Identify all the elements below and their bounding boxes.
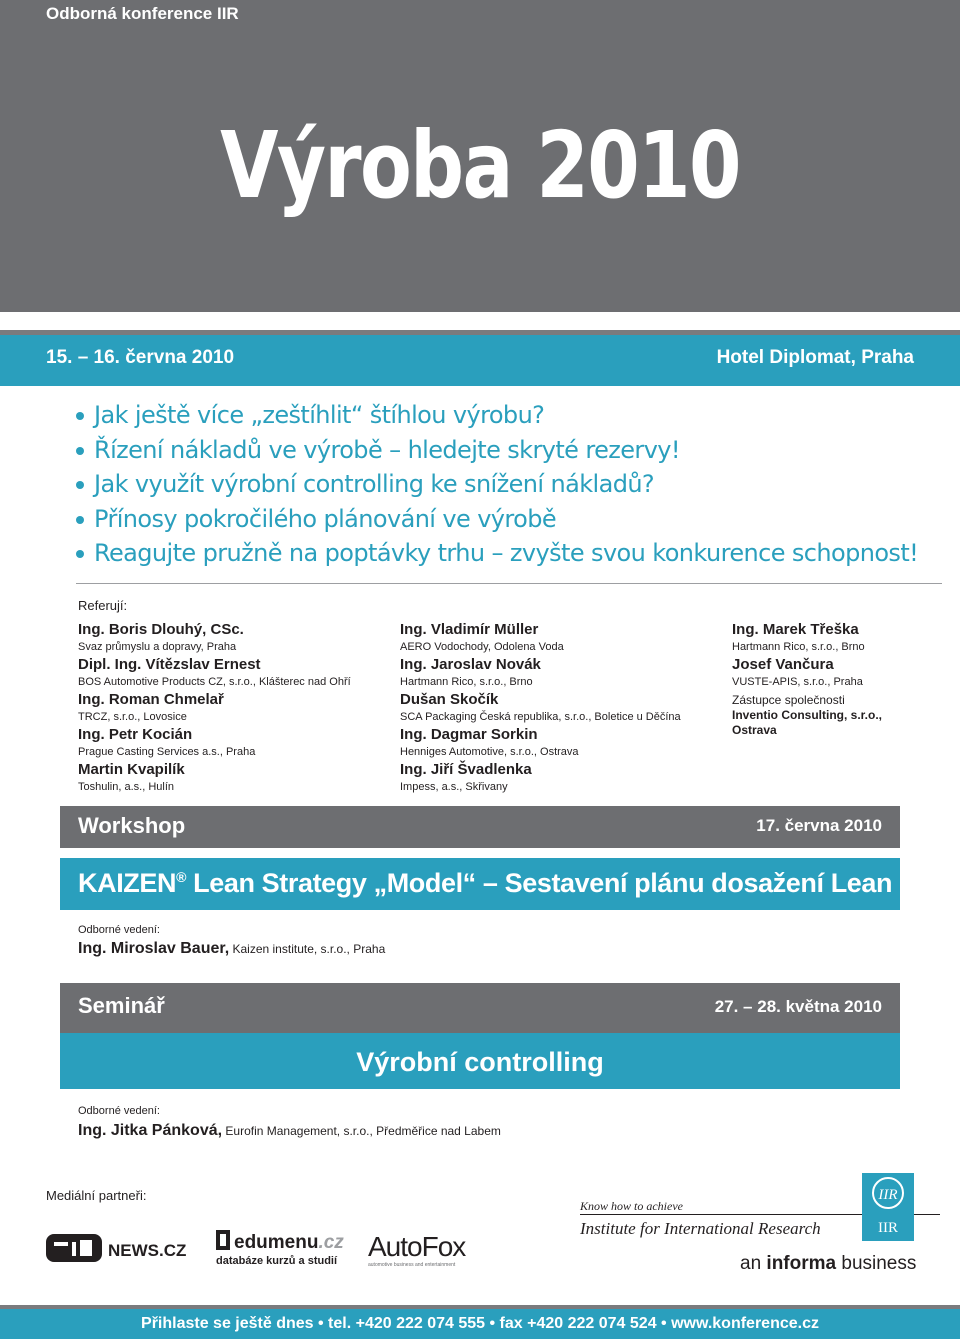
speaker-name: Ing. Jiří Švadlenka xyxy=(400,761,532,778)
informa-suffix: business xyxy=(836,1253,917,1274)
seminar-title: Výrobní controlling xyxy=(356,1047,604,1077)
edumenu-logo-subtitle: databáze kurzů a studií xyxy=(216,1255,338,1267)
speaker-name: Ing. Dagmar Sorkin xyxy=(400,726,538,743)
workshop-title-rest: Lean Strategy „Model“ – Sestavení plánu dosažení Lean xyxy=(186,868,893,898)
topic-item xyxy=(76,398,918,433)
informa-tagline xyxy=(740,1253,916,1275)
edumenu-logo-text: edumenu xyxy=(234,1232,319,1253)
topic-text: Jak využít výrobní controlling ke snížení nákladů? xyxy=(94,470,655,498)
novinky-logo-text: NEWS.CZ xyxy=(108,1241,186,1260)
divider xyxy=(76,583,942,584)
seminar-lead xyxy=(78,1122,501,1140)
partners-label: Mediální partneři: xyxy=(46,1188,147,1203)
bullet-icon xyxy=(76,412,84,420)
event-venue: Hotel Diplomat, Praha xyxy=(716,347,914,368)
speaker-org: TRCZ, s.r.o., Lovosice xyxy=(78,711,187,723)
informa-prefix: an xyxy=(740,1253,767,1274)
speaker-name: Dipl. Ing. Vítězslav Ernest xyxy=(78,656,261,673)
iir-name: Institute for International Research xyxy=(580,1219,821,1238)
speakers-column-1 xyxy=(78,620,351,795)
speaker-name: Josef Vančura xyxy=(732,656,834,673)
speaker-name: Ing. Marek Třeška xyxy=(732,621,859,638)
topic-item xyxy=(76,502,918,537)
event-date: 15. – 16. června 2010 xyxy=(46,347,235,368)
speaker-org: Hartmann Rico, s.r.o., Brno xyxy=(732,641,865,653)
bullet-icon xyxy=(76,481,84,489)
workshop-label: Workshop xyxy=(78,813,186,838)
footer-contact: Přihlaste se ještě dnes • tel. +420 222 074 555 • fax +420 222 074 524 • www.konference.cz xyxy=(141,1315,819,1332)
speakers-label: Referují: xyxy=(78,598,128,613)
speaker-org: Toshulin, a.s., Hulín xyxy=(78,781,174,793)
workshop-lead-label: Odborné vedení: xyxy=(78,924,160,936)
speaker-role: Zástupce společnosti xyxy=(732,693,845,707)
iir-box-text: IIR xyxy=(878,1220,898,1236)
bullet-icon xyxy=(76,447,84,455)
speakers-column-3 xyxy=(732,620,882,738)
svg-text:edumenu.cz xyxy=(234,1232,344,1253)
workshop-title-prefix: KAIZEN xyxy=(78,868,177,898)
informa-word: informa xyxy=(766,1253,837,1274)
footer-band xyxy=(0,1305,960,1339)
speaker-name: Ing. Vladimír Müller xyxy=(400,621,539,638)
workshop-date: 17. června 2010 xyxy=(756,816,882,835)
edumenu-logo-tld: .cz xyxy=(318,1232,344,1253)
edumenu-logo xyxy=(216,1228,346,1268)
speaker-org: SCA Packaging Česká republika, s.r.o., Boletice u Děčína xyxy=(400,711,681,723)
seminar-title-band xyxy=(60,1033,900,1089)
bullet-icon xyxy=(76,550,84,558)
seminar-lead-name: Ing. Jitka Pánková, xyxy=(78,1122,223,1139)
topic-text: Jak ještě více „zeštíhlit“ štíhlou výrobu? xyxy=(94,401,545,429)
novinky-logo xyxy=(46,1230,186,1266)
iir-tagline: Know how to achieve xyxy=(580,1199,683,1213)
autofox-logo xyxy=(368,1226,468,1270)
speaker-org: Prague Casting Services a.s., Praha xyxy=(78,746,256,758)
iir-logo xyxy=(862,1173,914,1241)
speaker-name: Ing. Jaroslav Novák xyxy=(400,656,541,673)
header-band xyxy=(0,0,960,312)
speaker-name: Ing. Petr Kocián xyxy=(78,726,193,743)
workshop-title-band xyxy=(60,858,900,910)
speaker-org: Hartmann Rico, s.r.o., Brno xyxy=(400,676,533,688)
topic-list xyxy=(76,398,918,571)
iir-emblem-icon xyxy=(862,1173,914,1217)
topic-item xyxy=(76,433,918,468)
seminar-band xyxy=(60,983,900,1033)
svg-text:IIR: IIR xyxy=(878,1187,898,1203)
speaker-org: Svaz průmyslu a dopravy, Praha xyxy=(78,641,237,653)
autofox-logo-subtitle: automotive business and entertainment xyxy=(368,1262,456,1268)
speaker-org: Impess, a.s., Skřivany xyxy=(400,781,508,793)
topic-text: Reagujte pružně na poptávky trhu – zvyšte svou konkurence schopnost! xyxy=(94,539,919,567)
speaker-org: AERO Vodochody, Odolena Voda xyxy=(400,641,564,653)
speaker-org: VUSTE-APIS, s.r.o., Praha xyxy=(732,676,863,688)
topic-text: Přínosy pokročilého plánování ve výrobě xyxy=(94,504,557,533)
topic-item xyxy=(76,467,918,502)
speaker-name: Ing. Roman Chmelař xyxy=(78,691,224,708)
seminar-label: Seminář xyxy=(78,993,165,1018)
registered-mark: ® xyxy=(176,869,187,885)
workshop-lead-name: Ing. Miroslav Bauer, xyxy=(78,940,230,957)
org-label: Odborná konference IIR xyxy=(46,4,239,23)
topic-item xyxy=(76,536,918,571)
speaker-company: Inventio Consulting, s.r.o., xyxy=(732,708,883,722)
speaker-city: Ostrava xyxy=(732,723,777,737)
workshop-title xyxy=(78,868,892,899)
event-bar xyxy=(0,330,960,386)
seminar-lead-org: Eurofin Management, s.r.o., Předměřice nad Labem xyxy=(222,1124,501,1138)
seminar-lead-label: Odborné vedení: xyxy=(78,1105,160,1117)
speaker-name: Ing. Boris Dlouhý, CSc. xyxy=(78,621,244,638)
workshop-lead xyxy=(78,940,385,958)
speaker-name: Dušan Skočík xyxy=(400,691,499,708)
speaker-name: Martin Kvapilík xyxy=(78,761,185,778)
seminar-date: 27. – 28. května 2010 xyxy=(714,997,882,1016)
topic-text: Řízení nákladů ve výrobě – hledejte skryté rezervy! xyxy=(94,435,680,464)
bullet-icon xyxy=(76,516,84,524)
workshop-lead-org: Kaizen institute, s.r.o., Praha xyxy=(229,942,386,956)
speakers-column-2 xyxy=(400,620,681,795)
speaker-org: Henniges Automotive, s.r.o., Ostrava xyxy=(400,746,579,758)
autofox-logo-text: AutoFox xyxy=(368,1231,466,1262)
main-title: Výroba 2010 xyxy=(220,112,740,219)
workshop-band xyxy=(60,806,900,848)
speaker-org: BOS Automotive Products CZ, s.r.o., Klášterec nad Ohří xyxy=(78,676,351,688)
